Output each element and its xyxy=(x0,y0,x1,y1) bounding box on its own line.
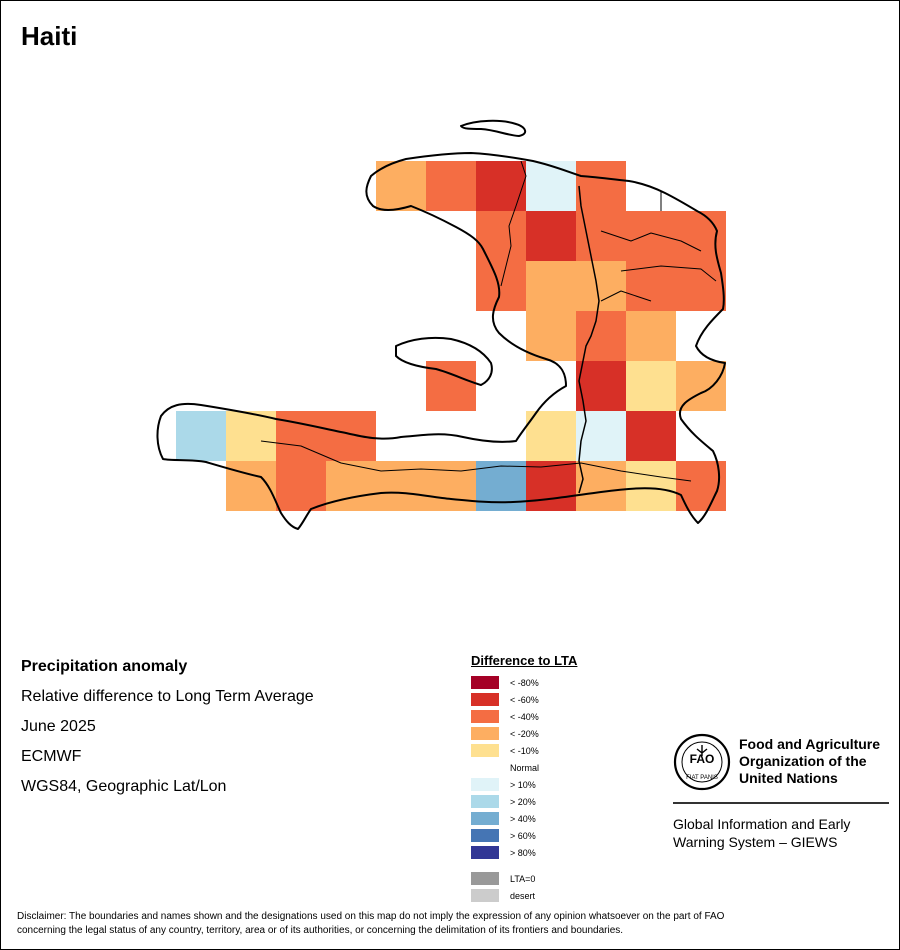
legend-swatch xyxy=(471,676,499,689)
giews-line1: Global Information and Early xyxy=(673,816,851,832)
info-variable: Relative difference to Long Term Average xyxy=(21,688,314,705)
fao-logo-motto: FIAT PANIS xyxy=(686,775,718,781)
anomaly-cell xyxy=(476,161,526,211)
legend-label: < -20% xyxy=(510,728,539,739)
legend-item xyxy=(471,674,577,691)
legend-label: LTA=0 xyxy=(510,873,536,884)
legend-swatch xyxy=(471,710,499,723)
legend-item xyxy=(471,742,577,759)
anomaly-cell xyxy=(576,411,626,461)
legend xyxy=(471,653,577,904)
anomaly-cell xyxy=(526,411,576,461)
legend-item xyxy=(471,810,577,827)
legend-swatch xyxy=(471,727,499,740)
legend-item xyxy=(471,776,577,793)
tortuga-island-outline xyxy=(461,121,525,136)
giews-name xyxy=(673,815,889,851)
legend-label: > 20% xyxy=(510,796,536,807)
disclaimer xyxy=(17,910,887,938)
legend-swatch xyxy=(471,812,499,825)
legend-label: > 10% xyxy=(510,779,536,790)
fao-org-name xyxy=(739,736,889,787)
anomaly-cell xyxy=(526,161,576,211)
legend-item xyxy=(471,827,577,844)
disclaimer-line1: Disclaimer: The boundaries and names shown and the designations used on this map do not imply the expression of any opinion whatsoever on the part of FAO xyxy=(17,911,725,922)
legend-extra-items xyxy=(471,870,577,904)
info-source: ECMWF xyxy=(21,748,82,765)
anomaly-cell xyxy=(626,311,676,361)
legend-label: < -80% xyxy=(510,677,539,688)
legend-label: desert xyxy=(510,890,536,901)
anomaly-cell xyxy=(526,261,576,311)
anomaly-cell xyxy=(476,211,526,261)
fao-org-line1: Food and Agriculture xyxy=(739,736,881,752)
legend-item xyxy=(471,870,577,887)
legend-item xyxy=(471,887,577,904)
anomaly-cell xyxy=(576,311,626,361)
anomaly-cell xyxy=(226,411,276,461)
anomaly-cell xyxy=(676,211,726,261)
giews-line2: Warning System – GIEWS xyxy=(673,834,838,850)
legend-swatch xyxy=(471,778,499,791)
anomaly-cell xyxy=(626,261,676,311)
legend-label: < -10% xyxy=(510,745,539,756)
legend-items xyxy=(471,674,577,861)
legend-label: > 40% xyxy=(510,813,536,824)
legend-swatch xyxy=(471,744,499,757)
anomaly-cell xyxy=(626,211,676,261)
legend-title: Difference to LTA xyxy=(471,653,578,668)
legend-item xyxy=(471,708,577,725)
fao-org-line3: United Nations xyxy=(739,770,838,786)
anomaly-grid xyxy=(176,161,726,511)
legend-label: > 60% xyxy=(510,830,536,841)
legend-item xyxy=(471,725,577,742)
anomaly-cell xyxy=(326,411,376,461)
legend-item xyxy=(471,793,577,810)
anomaly-cell xyxy=(176,411,226,461)
anomaly-cell xyxy=(626,461,676,511)
fao-logo-text: FAO xyxy=(689,752,715,766)
anomaly-cell xyxy=(626,361,676,411)
fao-logo-icon xyxy=(673,733,731,791)
legend-label: < -60% xyxy=(510,694,539,705)
anomaly-cell xyxy=(526,461,576,511)
legend-swatch xyxy=(471,693,499,706)
legend-swatch xyxy=(471,846,499,859)
fao-divider xyxy=(673,802,889,804)
legend-item xyxy=(471,759,577,776)
map-info xyxy=(21,657,314,807)
info-projection: WGS84, Geographic Lat/Lon xyxy=(21,778,227,795)
anomaly-cell xyxy=(576,461,626,511)
legend-label: > 80% xyxy=(510,847,536,858)
legend-swatch xyxy=(471,872,499,885)
map-canvas xyxy=(1,1,899,641)
disclaimer-line2: concerning the legal status of any country, territory, area or of its authorities, or concerning the delimitation of its frontiers and boundaries. xyxy=(17,925,624,936)
info-heading: Precipitation anomaly xyxy=(21,658,188,675)
anomaly-cell xyxy=(526,311,576,361)
legend-item xyxy=(471,691,577,708)
fao-org-line2: Organization of the xyxy=(739,753,867,769)
anomaly-cell xyxy=(426,161,476,211)
anomaly-cell xyxy=(276,461,326,511)
legend-swatch xyxy=(471,889,499,902)
anomaly-cell xyxy=(426,461,476,511)
legend-label: < -40% xyxy=(510,711,539,722)
legend-item xyxy=(471,844,577,861)
legend-swatch xyxy=(471,795,499,808)
legend-swatch xyxy=(471,761,499,774)
map-title: Haiti xyxy=(21,21,78,51)
anomaly-cell xyxy=(576,161,626,211)
info-period: June 2025 xyxy=(21,718,96,735)
legend-swatch xyxy=(471,829,499,842)
anomaly-cell xyxy=(626,411,676,461)
anomaly-cell xyxy=(576,261,626,311)
legend-label: Normal xyxy=(510,762,540,773)
anomaly-cell xyxy=(526,211,576,261)
anomaly-cell xyxy=(376,461,426,511)
